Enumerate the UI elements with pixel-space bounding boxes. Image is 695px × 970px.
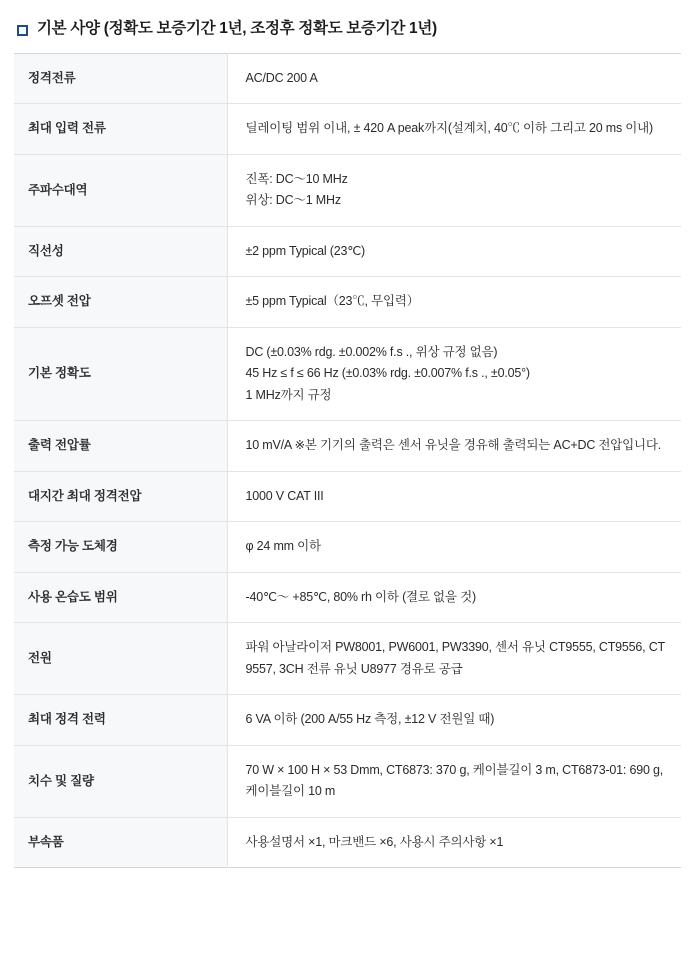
spec-label: 주파수대역 [14, 154, 227, 226]
spec-value-line: 45 Hz ≤ f ≤ 66 Hz (±0.03% rdg. ±0.007% f.s ., ±0.05°) [245, 366, 530, 381]
spec-value-line: 6 VA 이하 (200 A/55 Hz 측정, ±12 V 전원일 때) [245, 712, 495, 727]
spec-value-line: ±2 ppm Typical (23℃) [245, 243, 365, 258]
table-row [14, 471, 681, 522]
spec-value [227, 327, 681, 421]
spec-label: 대지간 최대 정격전압 [14, 471, 227, 522]
table-row [14, 572, 681, 623]
table-row [14, 695, 681, 746]
spec-value-line: 1 MHz까지 규정 [245, 387, 332, 402]
spec-label: 사용 온습도 범위 [14, 572, 227, 623]
table-row [14, 327, 681, 421]
spec-label: 치수 및 질량 [14, 745, 227, 817]
spec-value-line: φ 24 mm 이하 [245, 539, 321, 554]
table-body [14, 53, 681, 868]
spec-label: 정격전류 [14, 53, 227, 104]
page-title: 기본 사양 (정확도 보증기간 1년, 조정후 정확도 보증기간 1년) [37, 20, 437, 37]
specifications-table [14, 53, 681, 869]
spec-value-line: 10 mV/A ※본 기기의 출력은 센서 유닛을 경유해 출력되는 AC+DC 전압입니다. [245, 438, 662, 453]
spec-value [227, 154, 681, 226]
spec-label: 측정 가능 도체경 [14, 522, 227, 573]
spec-value [227, 623, 681, 695]
spec-label: 최대 입력 전류 [14, 104, 227, 155]
spec-value-line: 파워 아날라이저 PW8001, PW6001, PW3390, 센서 유닛 CT9555, CT9556, CT9557, 3CH 전류 유닛 U8977 경유로 공급 [245, 640, 665, 676]
spec-label: 최대 정격 전력 [14, 695, 227, 746]
spec-label: 전원 [14, 623, 227, 695]
spec-value [227, 53, 681, 104]
spec-value-line: AC/DC 200 A [245, 70, 318, 85]
table-row [14, 104, 681, 155]
square-outline-icon [17, 25, 28, 36]
spec-value-line: 위상: DC〜1 MHz [245, 193, 341, 208]
spec-value-line: 딜레이팅 범위 이내, ± 420 A peak까지(설계치, 40℃ 이하 그리고 20 ms 이내) [245, 121, 653, 136]
spec-value-line: 진폭: DC〜10 MHz [245, 171, 348, 186]
spec-label: 부속품 [14, 817, 227, 868]
spec-value-line: 사용설명서 ×1, 마크밴드 ×6, 사용시 주의사항 ×1 [245, 834, 504, 849]
section-heading [14, 0, 681, 53]
table-row [14, 226, 681, 277]
table-row [14, 421, 681, 472]
spec-value [227, 695, 681, 746]
spec-value-line: -40℃〜 +85℃, 80% rh 이하 (결로 없을 것) [245, 589, 476, 604]
spec-value [227, 471, 681, 522]
spec-value-line: ±5 ppm Typical（23℃, 무입력） [245, 294, 420, 309]
spec-value-line: DC (±0.03% rdg. ±0.002% f.s ., 위상 규정 없음) [245, 344, 498, 359]
spec-label: 출력 전압률 [14, 421, 227, 472]
table-row [14, 522, 681, 573]
spec-value [227, 277, 681, 328]
spec-value [227, 817, 681, 868]
spec-label: 직선성 [14, 226, 227, 277]
spec-value [227, 522, 681, 573]
table-row [14, 745, 681, 817]
spec-value [227, 572, 681, 623]
spec-value [227, 226, 681, 277]
spec-value [227, 745, 681, 817]
table-row [14, 277, 681, 328]
table-row [14, 53, 681, 104]
table-row [14, 817, 681, 868]
table-row [14, 154, 681, 226]
table-row [14, 623, 681, 695]
spec-value-line: 1000 V CAT III [245, 488, 324, 503]
spec-value [227, 104, 681, 155]
spec-label: 오프셋 전압 [14, 277, 227, 328]
spec-value [227, 421, 681, 472]
spec-value-line: 70 W × 100 H × 53 Dmm, CT6873: 370 g, 케이블길이 3 m, CT6873-01: 690 g, 케이블길이 10 m [245, 762, 664, 799]
spec-label: 기본 정확도 [14, 327, 227, 421]
